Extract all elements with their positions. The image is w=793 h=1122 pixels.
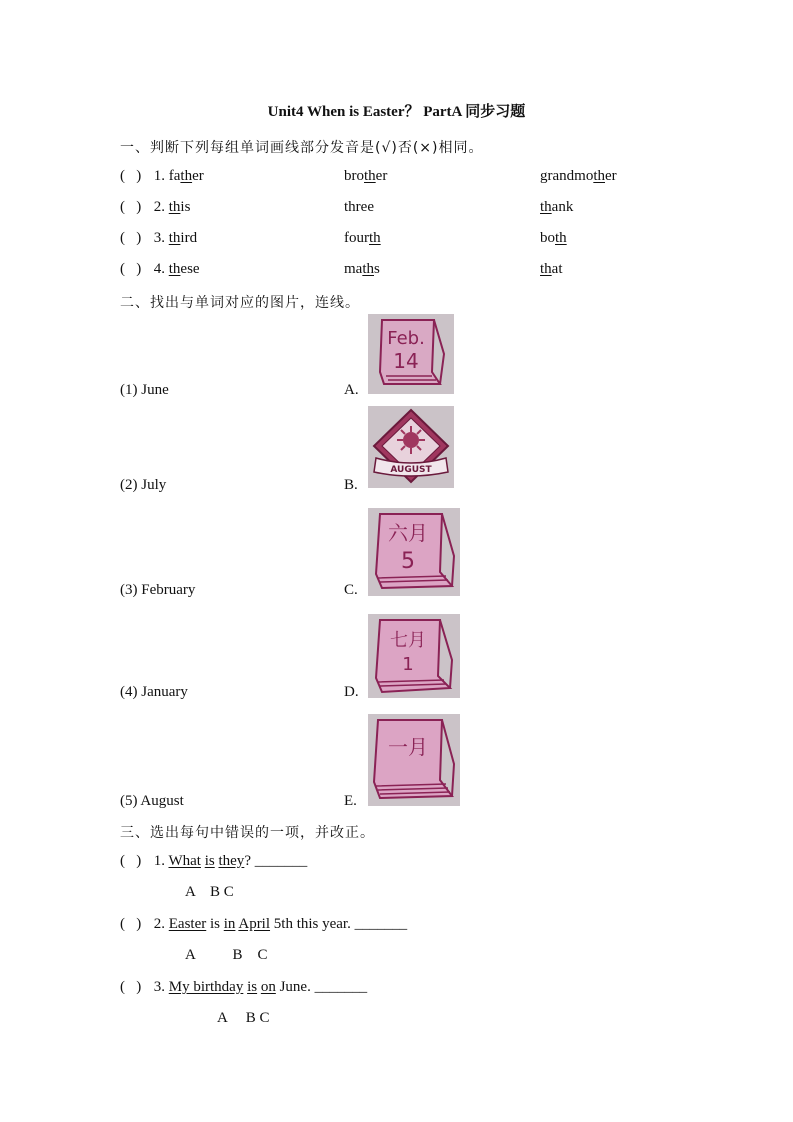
page-title: Unit4 When is Easter？ PartA 同步习题 <box>267 104 526 120</box>
s3-q1-options: A B C <box>185 884 234 900</box>
s2-word-5: (5) August <box>120 793 184 809</box>
s1-row1-word2: brother <box>344 168 388 184</box>
s3-q3-options: A B C <box>217 1010 270 1026</box>
svg-text:Feb.: Feb. <box>387 328 425 349</box>
s3-question-3: ( ) 3. My birthday is on June. _______ <box>120 979 368 995</box>
s1-row2-word2: three <box>344 199 374 215</box>
section3-heading: 三、选出每句中错误的一项，并改正。 <box>120 825 375 841</box>
s1-row-3: ( ) 3. third <box>120 230 198 246</box>
s1-row-4: ( ) 4. these <box>120 261 200 277</box>
s3-q2-options: A B C <box>185 947 268 963</box>
s1-row3-word3: both <box>540 230 567 246</box>
s1-row-1: ( ) 1. father <box>120 168 204 184</box>
s3-question-1: ( ) 1. What is they? _______ <box>120 853 308 869</box>
section1-heading: 一、判断下列每组单词画线部分发音是(√)否(×)相同。 <box>120 140 484 156</box>
svg-text:5: 5 <box>401 549 415 574</box>
picture-feb-14 <box>368 314 454 394</box>
s2-letter-d: D. <box>344 684 359 700</box>
section2-heading: 二、找出与单词对应的图片，连线。 <box>120 295 360 311</box>
picture-january <box>368 714 460 806</box>
s2-letter-e: E. <box>344 793 357 809</box>
s2-word-2: (2) July <box>120 477 167 493</box>
picture-june-5 <box>368 508 460 596</box>
s1-row2-word1: this <box>168 199 191 215</box>
s2-word-1: (1) June <box>120 382 169 398</box>
s3-question-2: ( ) 2. Easter is in April 5th this year. _______ <box>120 916 408 932</box>
svg-text:一月: 一月 <box>388 735 428 759</box>
s1-row3-word1: third <box>168 230 198 246</box>
s1-row4-word2: maths <box>344 261 380 277</box>
s2-word-3: (3) February <box>120 582 196 598</box>
svg-text:六月: 六月 <box>388 521 428 545</box>
s1-row-2: ( ) 2. this <box>120 199 191 215</box>
s1-row1-word1: father <box>168 168 204 184</box>
s1-row1-word3: grandmother <box>540 168 617 184</box>
s2-word-4: (4) January <box>120 684 188 700</box>
svg-text:1: 1 <box>402 654 414 675</box>
s2-letter-c: C. <box>344 582 358 598</box>
picture-july-1 <box>368 614 460 698</box>
svg-text:AUGUST: AUGUST <box>390 465 432 475</box>
s1-row2-word3: thank <box>540 199 574 215</box>
s2-letter-b: B. <box>344 477 358 493</box>
s2-letter-a: A. <box>344 382 359 398</box>
svg-text:14: 14 <box>393 349 419 373</box>
s1-row4-word1: these <box>168 261 200 277</box>
svg-text:七月: 七月 <box>390 630 426 651</box>
s1-row4-word3: that <box>540 261 563 277</box>
picture-august <box>368 406 454 488</box>
s1-row3-word2: fourth <box>344 230 381 246</box>
